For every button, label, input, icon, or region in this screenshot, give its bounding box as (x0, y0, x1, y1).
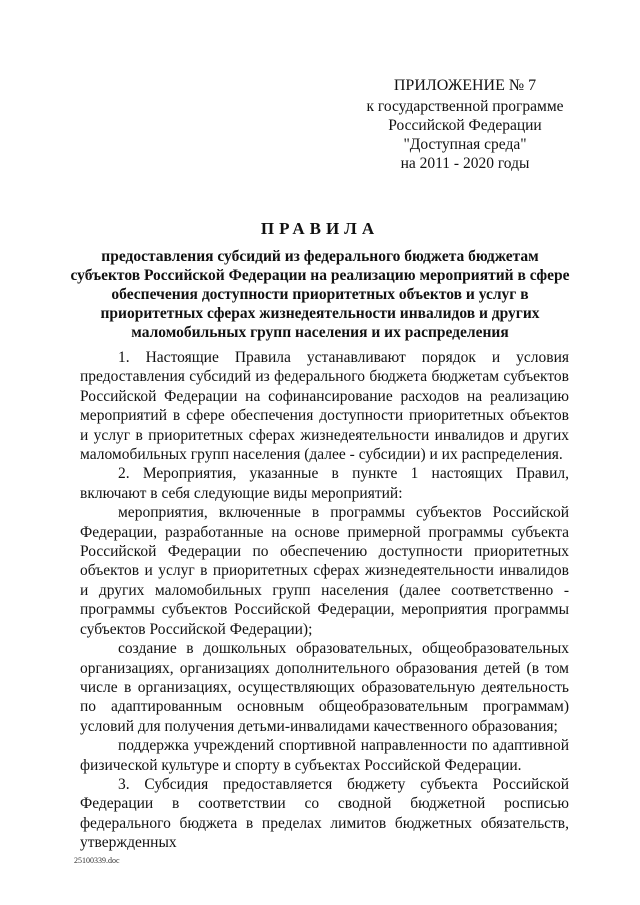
paragraph-2-item-3: поддержка учреждений спортивной направленности по адаптивной физической культуре и спорту в субъектах Российской Федерации. (80, 737, 569, 774)
paragraph-3: 3. Субсидия предоставляется бюджету субъекта Российской Федерации в соответствии со сводной бюджетной росписью федерального бюджета в пределах лимитов бюджетных обязательств, утвержденных (80, 775, 569, 852)
appendix-line: на 2011 - 2020 годы (400, 155, 530, 172)
appendix-line: "Доступная среда" (403, 136, 527, 153)
appendix-line: Российской Федерации (388, 117, 542, 134)
paragraph-1: 1. Настоящие Правила устанавливают порядок и условия предоставления субсидий из федерального бюджета бюджетам субъектов Российской Федерации на софинансирование расходов на реализацию мероприятий в сфере обеспечения доступности приоритетных объектов и услуг в приоритетных сферах жизнедеятельности инвалидов и других маломобильных групп населения (далее - субсидии) и их распределения. (80, 349, 569, 464)
document-subheading: предоставления субсидий из федерального бюджета бюджетам субъектов Российской Федерации на реализацию мероприятий в сфере обеспечения доступности приоритетных объектов и услуг в приоритетных сферах жизнедеятельности инвалидов и других маломобильных групп населения и их распределения (70, 248, 570, 341)
appendix-line: к государственной программе (366, 98, 564, 115)
paragraph-2-item-2: создание в дошкольных образовательных, общеобразовательных организациях, организациях дополнительного образования детей (в том числе в организациях, осуществляющих образовательную деятельность по адаптированным основным общеобразовательным программам) условий для получения детьми-инвалидами качественного образования; (80, 640, 569, 735)
paragraph-2-item-1: мероприятия, включенные в программы субъектов Российской Федерации, разработанные на основе примерной программы субъекта Российской Федерации по обеспечению доступности приоритетных объектов и услуг в приоритетных сферах жизнедеятельности инвалидов и других маломобильных групп населения (далее соответственно - программы субъектов Российской Федерации, мероприятия программы субъектов Российской Федерации); (80, 504, 569, 638)
appendix-block (350, 76, 580, 173)
document-body (80, 348, 569, 853)
paragraph-2: 2. Мероприятия, указанные в пункте 1 настоящих Правил, включают в себя следующие виды мероприятий: (80, 465, 569, 502)
document-heading: ПРАВИЛА (260, 219, 380, 238)
appendix-title: ПРИЛОЖЕНИЕ № 7 (393, 77, 537, 94)
file-name-footer: 25100339.doc (74, 856, 120, 865)
